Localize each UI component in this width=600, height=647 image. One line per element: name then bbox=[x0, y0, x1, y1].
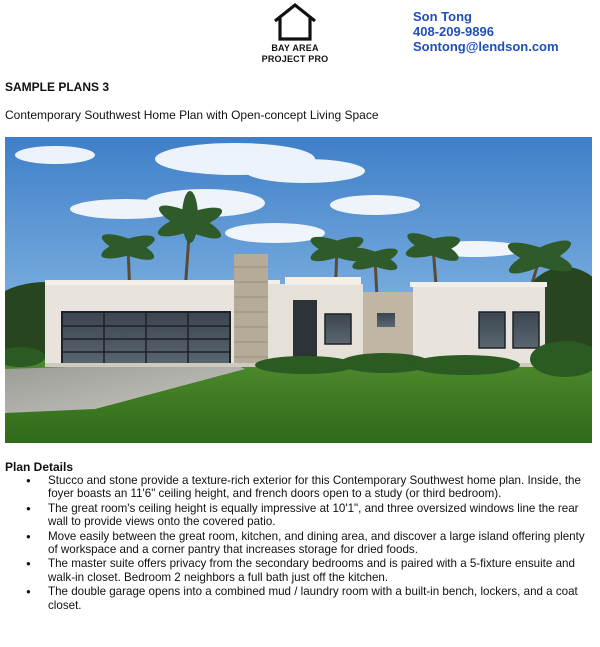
list-item: ● Move easily between the great room, kitchen, and dining area, and discover a large island offering plenty of workspace and a corner pantry that increases storage for dried foods. bbox=[5, 530, 595, 557]
plan-details-heading: Plan Details bbox=[5, 460, 74, 474]
plan-title: Contemporary Southwest Home Plan with Open-concept Living Space bbox=[5, 108, 379, 122]
contact-block bbox=[413, 9, 559, 54]
plan-details-list bbox=[5, 474, 595, 613]
list-item: ● The master suite offers privacy from the secondary bedrooms and is paired with a 5-fixture ensuite and walk-in closet. Bedroom 2 neighbors a full bath just off the kitchen. bbox=[5, 557, 595, 584]
house-icon bbox=[270, 2, 320, 42]
list-item: ● Stucco and stone provide a texture-rich exterior for this Contemporary Southwest home plan. Inside, the foyer boasts an 11'6" ceiling height, and french doors open to a study (or third bedroom). bbox=[5, 474, 595, 501]
plan-label: SAMPLE PLANS 3 bbox=[5, 80, 110, 94]
brand-line-1: BAY AREA bbox=[271, 43, 319, 53]
contact-name: Son Tong bbox=[413, 9, 472, 24]
list-item: ● The double garage opens into a combined mud / laundry room with a built-in bench, lockers, and a coat closet. bbox=[5, 585, 595, 612]
brand-line-2: PROJECT PRO bbox=[261, 54, 329, 64]
brand-logo bbox=[246, 2, 344, 65]
contact-phone: 408-209-9896 bbox=[413, 24, 494, 39]
house-rendering bbox=[5, 137, 592, 443]
contact-email: Sontong@lendson.com bbox=[413, 39, 559, 54]
list-item: ● The great room's ceiling height is equally impressive at 10'1", and three oversized windows line the rear wall to provide views onto the covered patio. bbox=[5, 502, 595, 529]
brand-name bbox=[246, 43, 344, 65]
